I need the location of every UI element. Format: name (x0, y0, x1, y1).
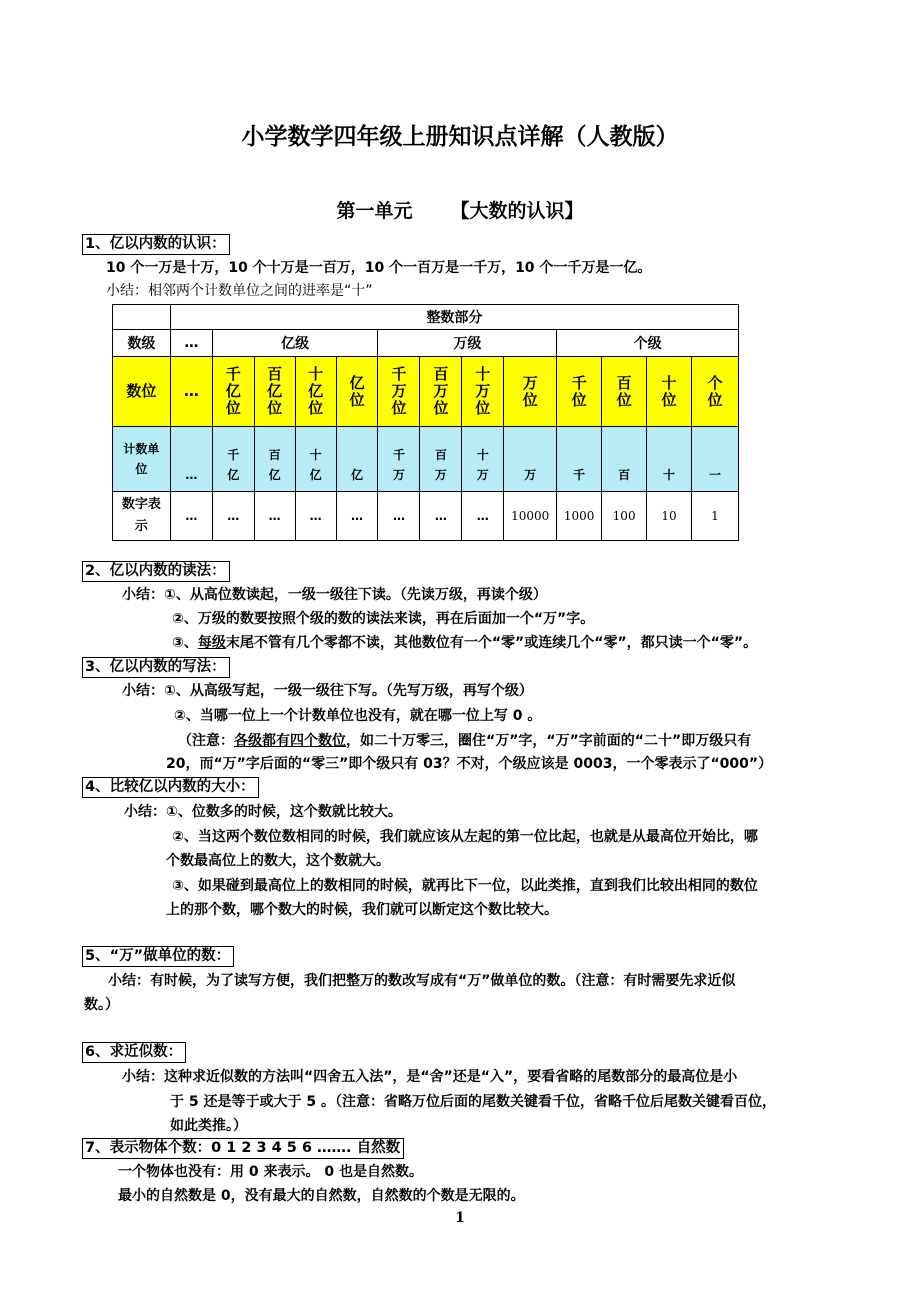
section-5-line: 数。） (84, 997, 119, 1013)
section-4-line: ③、如果碰到最高位上的数相同的时候，就再比下一位，以此类推，直到我们比较出相同的数位 (172, 878, 758, 894)
section-4-heading: 4、比较亿以内数的大小： (82, 777, 259, 798)
text-span: （注意： (178, 733, 234, 749)
position-cell-char: 千 (391, 365, 407, 383)
section-2-line: ②、万级的数要按照个级的数的读法来读，再在后面加一个“万”字。 (172, 611, 595, 627)
section-6-line: 小结：这种求近似数的方法叫“四舍五入法”，是“舍”还是“入”，要看省略的尾数部分的最高位是小 (122, 1069, 738, 1085)
position-cell (602, 357, 647, 427)
position-cell-char: 十 (308, 365, 324, 383)
unit-cell-char: 千 (392, 448, 405, 462)
unit-cell (557, 427, 602, 492)
position-cell-char: 亿 (267, 382, 283, 400)
position-cell-char: 位 (308, 399, 324, 417)
unit-cell (504, 427, 557, 492)
position-cell-char: 十 (661, 373, 677, 392)
position-cell-char: 百 (267, 365, 283, 383)
value-cell: … (212, 492, 254, 541)
position-cell-char: 位 (616, 390, 632, 409)
unit-cell-char: 亿 (351, 468, 364, 482)
section-6-line: 于 5 还是等于或大于 5 。（注意：省略万位后面的尾数关键看千位，省略千位后尾数关键看百位， (170, 1094, 776, 1110)
section-7-heading: 7、表示物体个数：0 1 2 3 4 5 6 ……. 自然数 (82, 1138, 404, 1159)
table-row (113, 357, 739, 427)
table-row (113, 305, 739, 330)
value-cell: … (295, 492, 336, 541)
unit-cell-char: 一 (708, 468, 721, 482)
position-cell-char: 万 (433, 382, 449, 400)
table-header: 整数部分 (170, 305, 738, 330)
unit-cell-char: 万 (524, 468, 537, 482)
position-cell-char: 百 (433, 365, 449, 383)
text-span: ③、 (172, 635, 198, 651)
level-cell: 万级 (378, 330, 557, 357)
unit-label (113, 427, 171, 492)
unit-cell (692, 427, 739, 492)
value-cell: … (170, 492, 212, 541)
section-5-heading: 5、“万”做单位的数： (82, 946, 234, 967)
unit-cell-char: 百 (618, 468, 631, 482)
unit-cell (254, 427, 295, 492)
section-2-heading: 2、亿以内数的读法： (82, 561, 230, 582)
section-1-line: 10 个一万是十万，10 个十万是一百万，10 个一百万是一千万，10 个一千万是一亿。 (106, 260, 652, 276)
position-cell (462, 357, 504, 427)
value-cell: … (254, 492, 295, 541)
table-row (113, 330, 739, 357)
position-cell (254, 357, 295, 427)
value-cell: 10000 (504, 492, 557, 541)
position-cell (420, 357, 462, 427)
section-3-line (178, 730, 751, 752)
position-label: 数位 (113, 357, 171, 427)
table-cell-empty (113, 305, 171, 330)
unit-cell (336, 427, 378, 492)
value-label-line: 示 (134, 519, 148, 534)
unit-cell-char: 百 (434, 448, 447, 462)
position-cell-char: 位 (571, 390, 587, 409)
position-cell-char: 亿 (308, 382, 324, 400)
unit-cell (378, 427, 420, 492)
position-cell-char: 位 (661, 390, 677, 409)
unit-topic: 【大数的认识】 (450, 200, 584, 222)
unit-cell-char: 千 (573, 468, 586, 482)
document-title: 小学数学四年级上册知识点详解（人教版） (241, 124, 679, 150)
table-row (113, 492, 739, 541)
position-cell-char: … (183, 382, 199, 400)
position-cell-char: 亿 (349, 373, 365, 392)
level-cell: 亿级 (212, 330, 378, 357)
section-1-summary: 小结：相邻两个计数单位之间的进率是“十” (106, 283, 373, 299)
position-cell (692, 357, 739, 427)
unit-heading (0, 196, 920, 223)
position-cell (378, 357, 420, 427)
unit-cell-char: 十 (476, 448, 489, 462)
value-cell: 1000 (557, 492, 602, 541)
value-cell: … (420, 492, 462, 541)
value-cell: 1 (692, 492, 739, 541)
position-cell-char: 百 (616, 373, 632, 392)
place-value-table (112, 304, 739, 541)
unit-cell-char: 亿 (227, 468, 240, 482)
position-cell-char: 个 (707, 373, 723, 392)
position-cell (212, 357, 254, 427)
section-6-heading: 6、求近似数： (82, 1042, 186, 1063)
unit-cell (462, 427, 504, 492)
position-cell-char: 位 (475, 399, 491, 417)
section-4-line: 上的那个数，哪个数大的时候，我们就可以断定这个数比较大。 (166, 902, 558, 918)
unit-cell-char: 万 (392, 468, 405, 482)
level-cell: … (170, 330, 212, 357)
unit-cell (170, 427, 212, 492)
position-cell (647, 357, 692, 427)
text-span: ，如二十万零三，圈住“万”字，“万”字前面的“二十”即万级只有 (346, 733, 752, 749)
position-cell-char: 十 (475, 365, 491, 383)
unit-cell-char: 百 (268, 448, 281, 462)
section-4-line: ②、当这两个数位数相同的时候，我们就应该从左起的第一位比起，也就是从最高位开始比，哪 (172, 829, 758, 845)
position-cell-char: 千 (225, 365, 241, 383)
section-3-line: 20，而“万”字后面的“零三”即个级只有 03？不对，个级应该是 0003，一个零表示了“000”） (166, 756, 773, 772)
unit-cell-char: 亿 (268, 468, 281, 482)
section-4-line: 个数最高位上的数大，这个数就大。 (166, 853, 390, 869)
section-3-line: 小结：①、从高级写起，一级一级往下写。（先写万级，再写个级） (122, 683, 533, 699)
unit-cell (647, 427, 692, 492)
value-cell: … (462, 492, 504, 541)
position-cell (504, 357, 557, 427)
level-label: 数级 (113, 330, 171, 357)
underlined-text: 各级都有四个数位 (234, 733, 346, 749)
value-cell: 100 (602, 492, 647, 541)
position-cell (336, 357, 378, 427)
section-6-line: 如此类推。） (170, 1118, 247, 1134)
value-cell: 10 (647, 492, 692, 541)
section-1-heading: 1、亿以内数的认识： (82, 234, 230, 255)
section-3-heading: 3、亿以内数的写法： (82, 657, 230, 678)
unit-label-line: 位 (135, 462, 148, 476)
position-cell-char: 位 (349, 390, 365, 409)
value-cell: … (336, 492, 378, 541)
section-2-line (172, 632, 757, 654)
position-cell (295, 357, 336, 427)
section-3-line: ②、当哪一位上一个计数单位也没有，就在哪一位上写 0 。 (174, 708, 542, 724)
position-cell (170, 357, 212, 427)
position-cell-char: 亿 (225, 382, 241, 400)
position-cell-char: 万 (522, 373, 538, 392)
level-cell: 个级 (557, 330, 739, 357)
section-7-line: 最小的自然数是 0，没有最大的自然数，自然数的个数是无限的。 (118, 1188, 525, 1204)
unit-label-line: 计数单 (123, 442, 160, 456)
unit-cell-char: 千 (227, 448, 240, 462)
unit-cell (212, 427, 254, 492)
position-cell-char: 位 (267, 399, 283, 417)
unit-cell-char: 十 (663, 468, 676, 482)
unit-cell (420, 427, 462, 492)
section-4-line: 小结：①、位数多的时候，这个数就比较大。 (124, 804, 402, 820)
unit-name: 第一单元 (336, 200, 413, 222)
unit-cell-char: 十 (309, 448, 322, 462)
section-2-line: 小结：①、从高位数读起，一级一级往下读。（先读万级，再读个级） (122, 587, 547, 603)
unit-cell (602, 427, 647, 492)
position-cell-char: 千 (571, 373, 587, 392)
page-number: 1 (455, 1210, 465, 1226)
position-cell-char: 万 (475, 382, 491, 400)
section-7-line: 一个物体也没有：用 0 来表示。 0 也是自然数。 (118, 1164, 423, 1180)
value-label-line: 数字表 (121, 497, 161, 512)
unit-cell-char: … (185, 468, 198, 482)
section-5-line: 小结：有时候，为了读写方便，我们把整万的数改写成有“万”做单位的数。（注意：有时需要先求近似 (108, 973, 736, 989)
underlined-text: 每级 (197, 635, 226, 651)
position-cell-char: 位 (522, 390, 538, 409)
text-span: 末尾不管有几个零都不读，其他数位有一个“零”或连续几个“零”，都只读一个“零”。 (225, 635, 758, 651)
unit-cell-char: 亿 (309, 468, 322, 482)
unit-cell-char: 万 (476, 468, 489, 482)
position-cell-char: 位 (433, 399, 449, 417)
position-cell-char: 位 (707, 390, 723, 409)
value-label (113, 492, 171, 541)
position-cell-char: 位 (391, 399, 407, 417)
position-cell (557, 357, 602, 427)
table-row (113, 427, 739, 492)
value-cell: … (378, 492, 420, 541)
unit-cell (295, 427, 336, 492)
position-cell-char: 万 (391, 382, 407, 400)
unit-cell-char: 万 (434, 468, 447, 482)
position-cell-char: 位 (225, 399, 241, 417)
